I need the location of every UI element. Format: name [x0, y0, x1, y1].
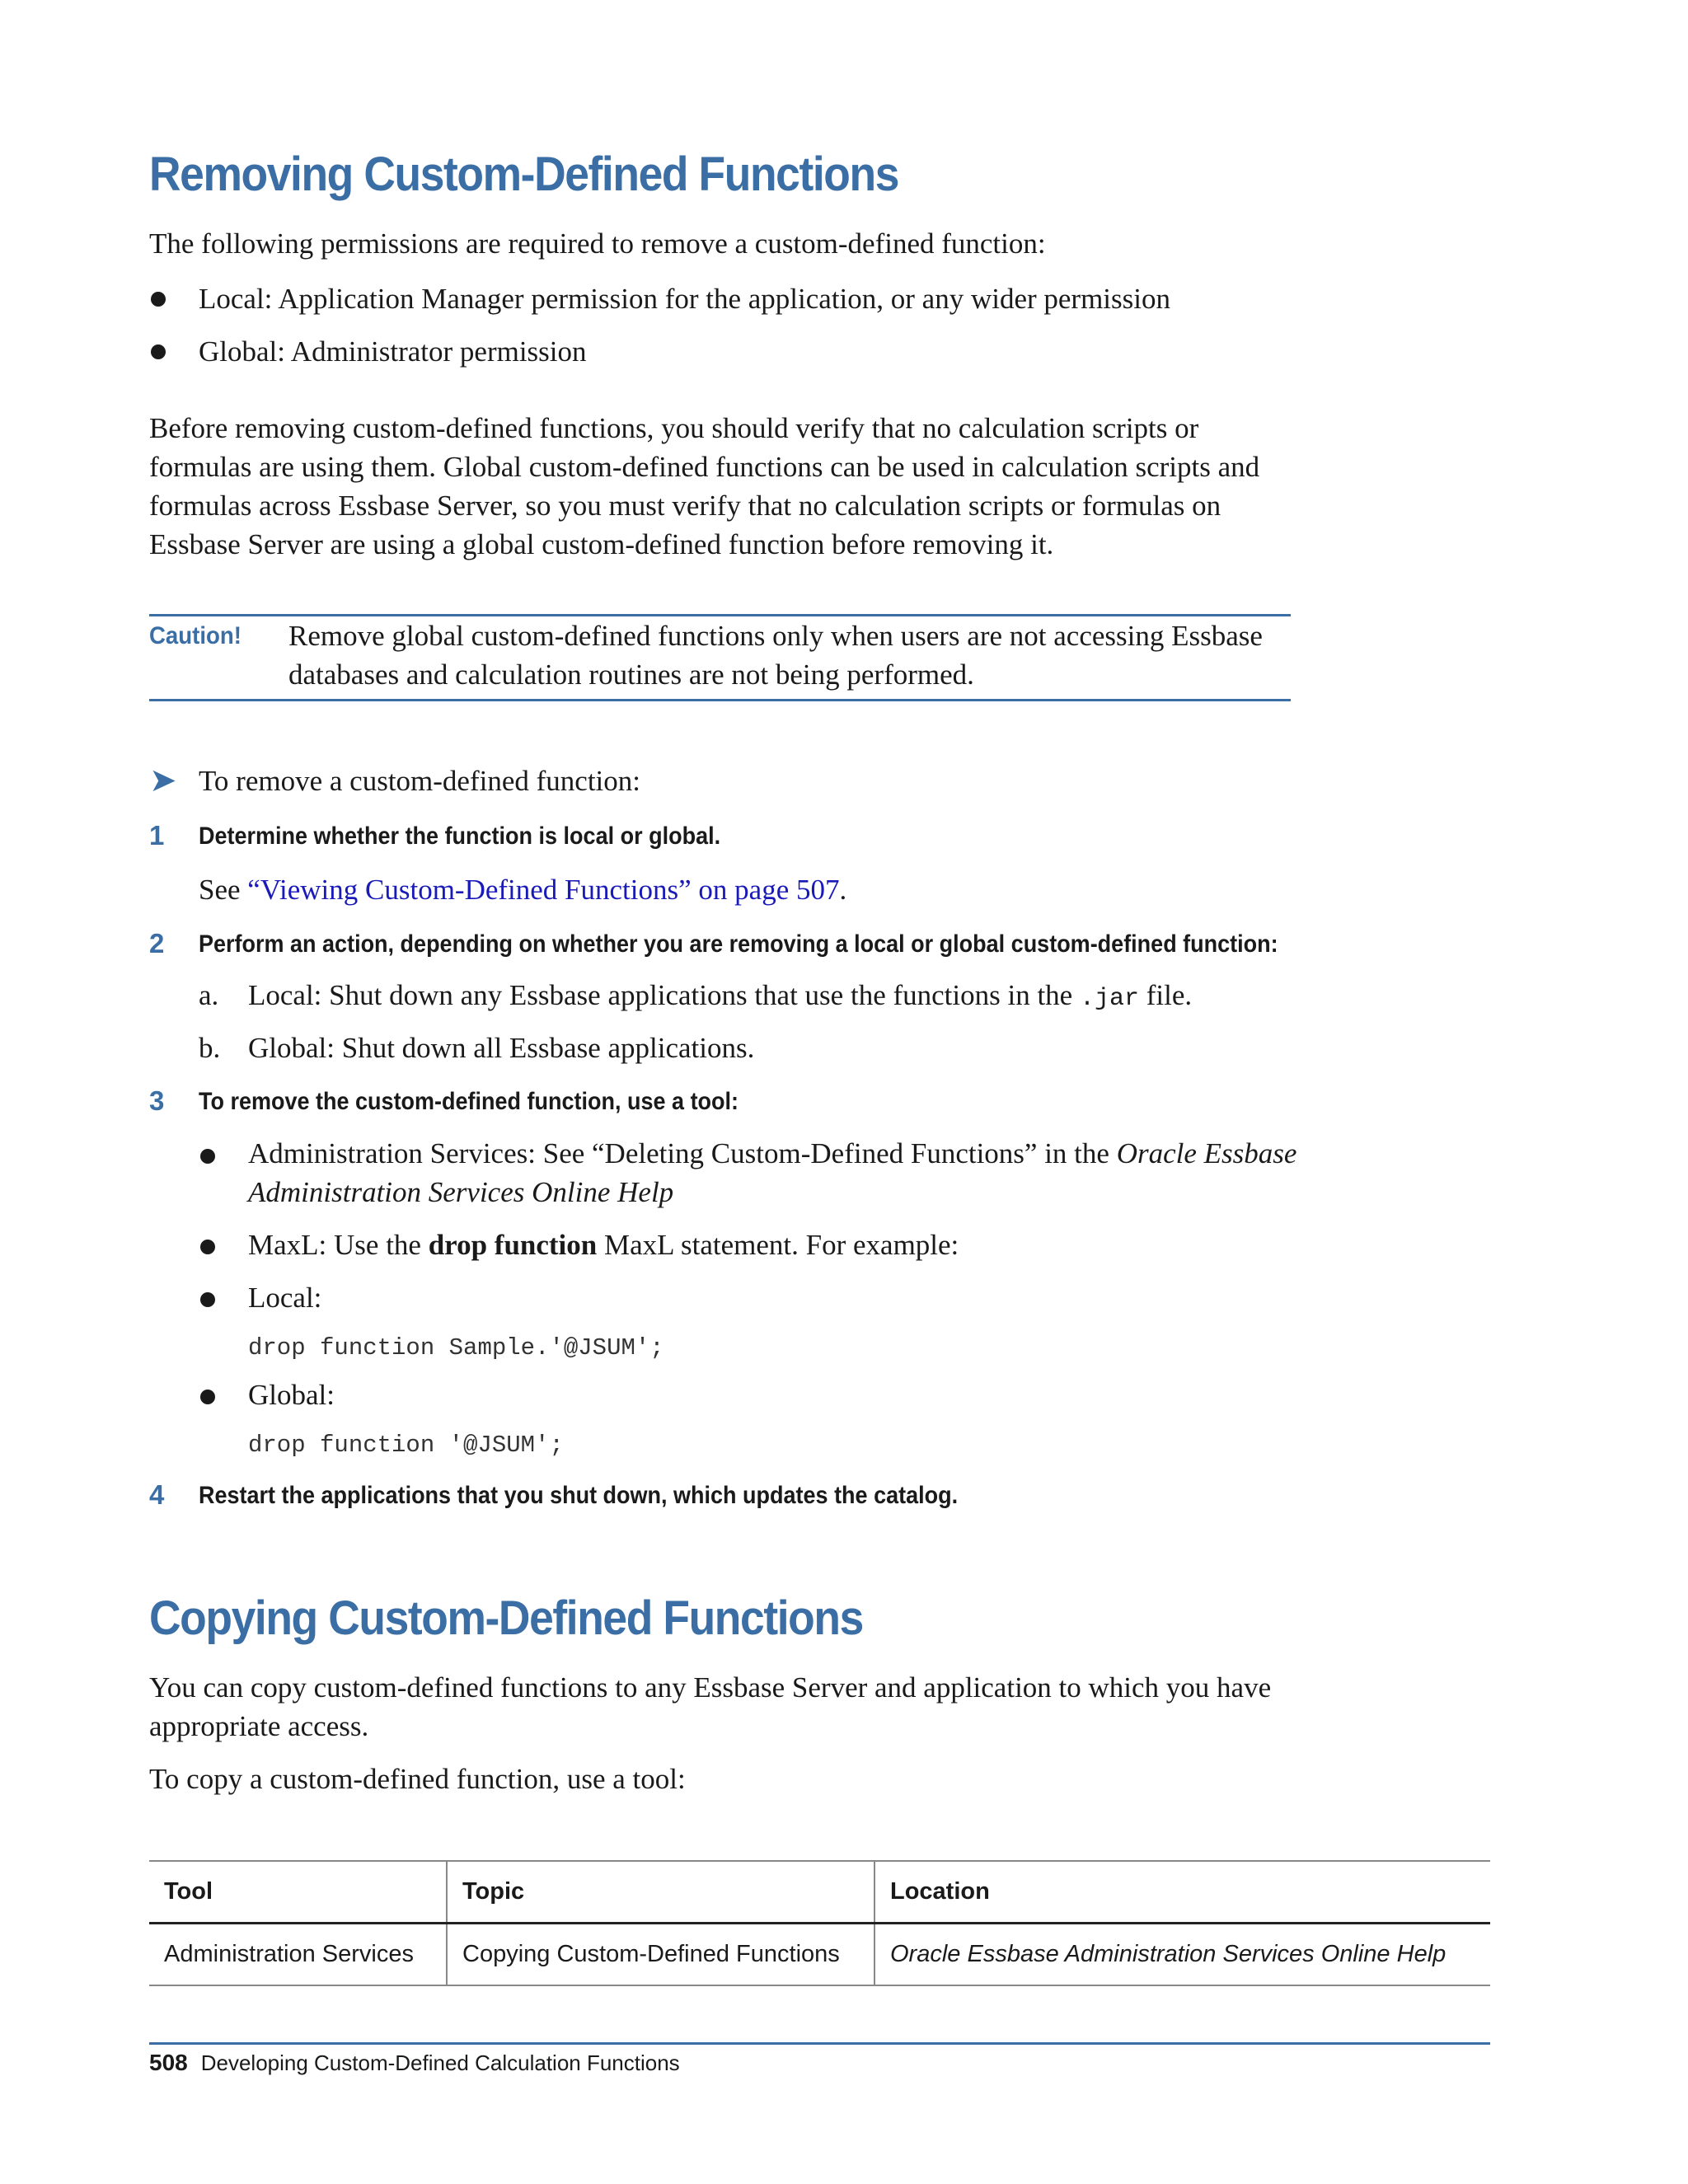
column-header-topic: Topic: [447, 1861, 874, 1924]
tool-item-admin-services: Administration Services: See “Deleting Custom-Defined Functions” in the Oracle Essbase Administration Services Online Help: [248, 1137, 1297, 1208]
caution-text: Remove global custom-defined functions only when users are not accessing Essbase databases and calculation routines are not being performed.: [288, 620, 1263, 691]
step-text: Perform an action, depending on whether you are removing a local or global custom-defined function:: [199, 930, 1278, 958]
tool-item-local: Local:: [248, 1282, 322, 1314]
tools-table: [149, 1860, 1490, 1986]
step-number: 4: [149, 1479, 165, 1510]
step-number: 1: [149, 820, 165, 851]
cell-topic: Copying Custom-Defined Functions: [447, 1924, 874, 1986]
caution-box: [149, 614, 1291, 701]
verify-paragraph: Before removing custom-defined functions, you should verify that no calculation scripts or formulas are using them. Global custom-defined functions can be used in calculation scripts and formulas across Essbase Server, so you must verify that no calculation scripts or formulas on Essbase Server are using a global custom-defined function before removing it.: [149, 412, 1260, 560]
doc-title-italic: Oracle Essbase Administration Services Online Help: [248, 1137, 1297, 1208]
code-example-local: drop function Sample.'@JSUM';: [248, 1334, 664, 1361]
step-text: Restart the applications that you shut down, which updates the catalog.: [199, 1482, 959, 1509]
step-number: 2: [149, 928, 165, 958]
bullet-icon: [151, 292, 166, 307]
subitem-marker: b.: [199, 1032, 221, 1064]
cross-reference-link[interactable]: “Viewing Custom-Defined Functions” on page 507: [247, 874, 840, 906]
step-text: To remove the custom-defined function, use a tool:: [199, 1088, 739, 1115]
maxl-command: drop function: [428, 1229, 598, 1261]
bullet-icon: [200, 1240, 215, 1254]
bullet-icon: [200, 1149, 215, 1164]
permissions-intro: The following permissions are required to remove a custom-defined function:: [149, 227, 1046, 260]
footer-rule: [149, 2042, 1490, 2045]
copy-paragraph: You can copy custom-defined functions to any Essbase Server and application to which you have appropriate access.: [149, 1671, 1272, 1742]
copy-intro: To copy a custom-defined function, use a tool:: [149, 1763, 686, 1795]
caution-label: Caution!: [149, 622, 241, 649]
column-header-location: Location: [874, 1861, 1490, 1924]
subitem-local: Local: Shut down any Essbase applications that use the functions in the .jar file.: [248, 979, 1193, 1013]
procedure-arrow-icon: ➤: [149, 762, 177, 799]
column-header-tool: Tool: [149, 1861, 447, 1924]
page-footer: [149, 2048, 680, 2078]
bullet-icon: [200, 1292, 215, 1307]
section-heading-copying: Copying Custom-Defined Functions: [149, 1591, 863, 1645]
table-row: [149, 1924, 1490, 1986]
step-number: 3: [149, 1085, 165, 1116]
tool-item-maxl: MaxL: Use the drop function MaxL statement. For example:: [248, 1229, 959, 1261]
bullet-icon: [151, 344, 166, 359]
code-example-global: drop function '@JSUM';: [248, 1432, 564, 1459]
subitem-marker: a.: [199, 979, 219, 1011]
permission-item-local: Local: Application Manager permission for the application, or any wider permission: [199, 283, 1170, 315]
step-text: Determine whether the function is local or global.: [199, 823, 721, 850]
procedure-title: To remove a custom-defined function:: [199, 765, 640, 797]
section-heading-removing: Removing Custom-Defined Functions: [149, 148, 899, 201]
page-number: 508: [149, 2050, 188, 2075]
permission-item-global: Global: Administrator permission: [199, 335, 587, 368]
tool-item-global: Global:: [248, 1379, 335, 1411]
table-header-row: [149, 1861, 1490, 1924]
cell-tool: Administration Services: [149, 1924, 447, 1986]
subitem-global: Global: Shut down all Essbase applications.: [248, 1032, 755, 1064]
jar-code: .jar: [1079, 985, 1139, 1013]
see-reference: See “Viewing Custom-Defined Functions” on page 507.: [199, 874, 847, 906]
bullet-icon: [200, 1390, 215, 1404]
cell-location: Oracle Essbase Administration Services Online Help: [874, 1924, 1490, 1986]
chapter-title: Developing Custom-Defined Calculation Functions: [200, 2050, 680, 2075]
